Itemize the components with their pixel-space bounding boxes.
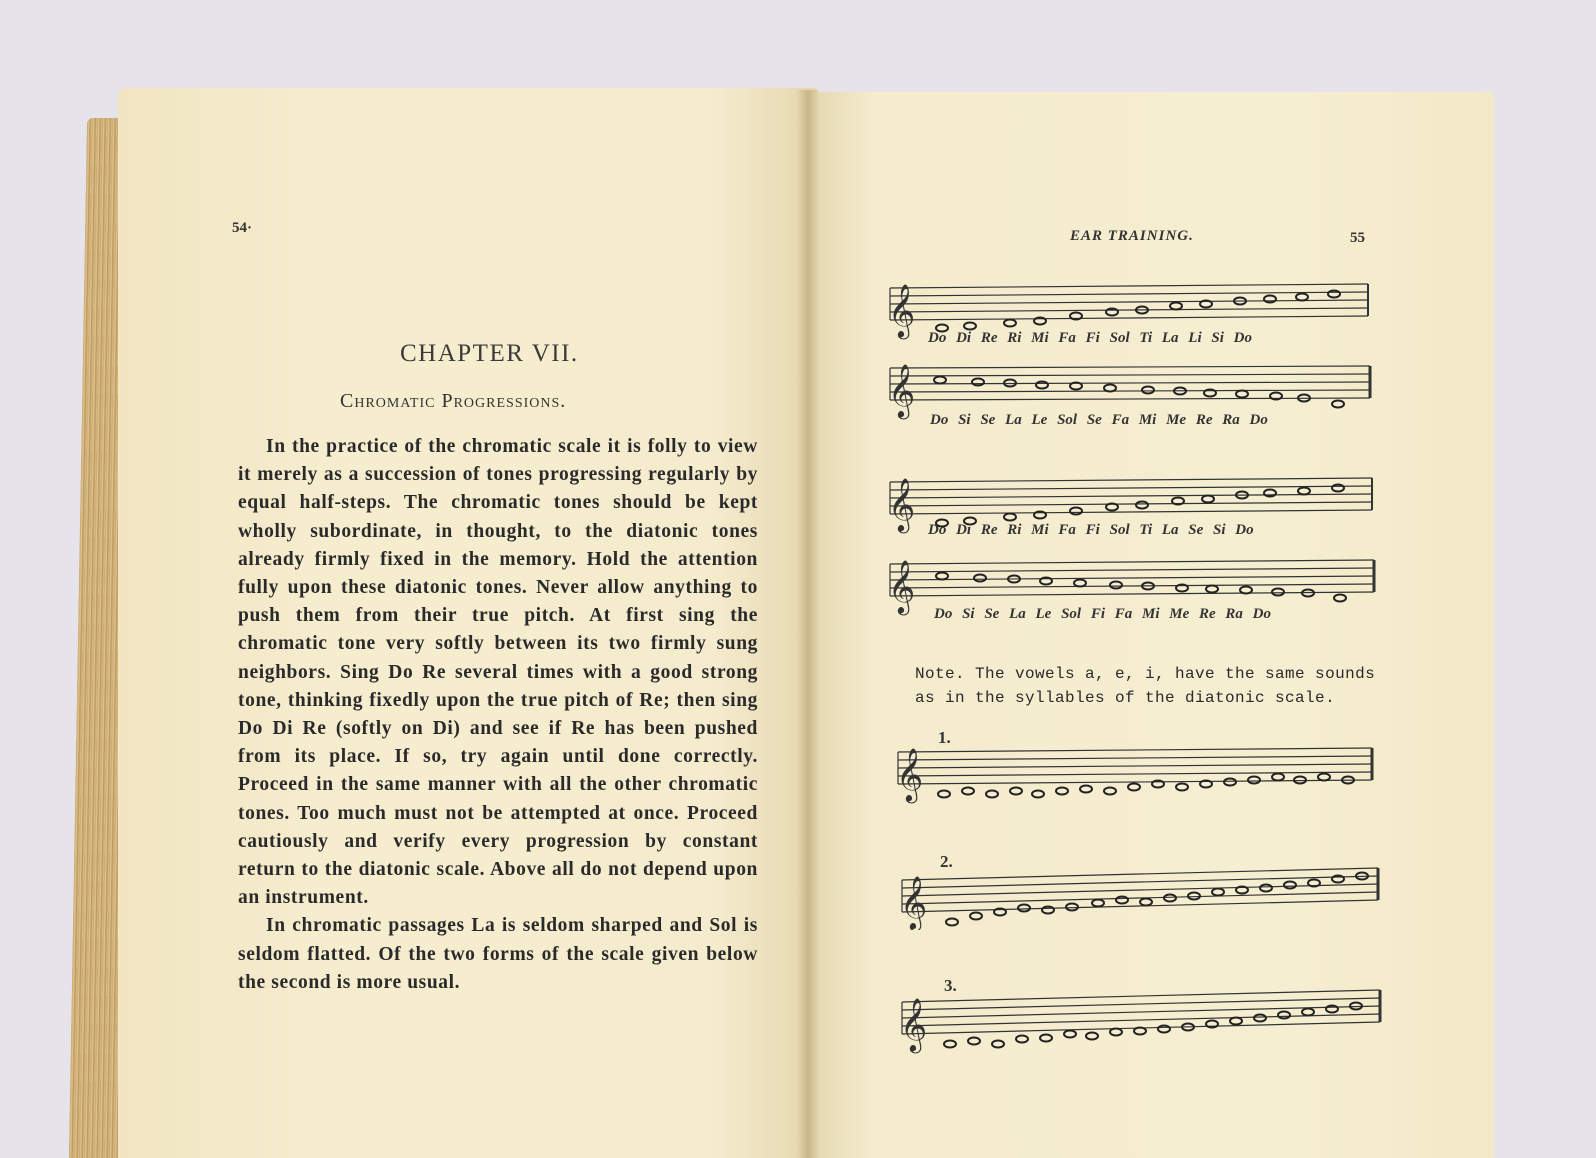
body-text [238, 433, 758, 997]
scale2-descending-syllables: Do Si Se La Le Sol Fi Fa Mi Me Re Ra Do [934, 606, 1272, 622]
exercise-3-label: 3. [944, 976, 957, 995]
exercise-3-staff [892, 982, 1390, 1054]
running-head: EAR TRAINING. [1070, 228, 1194, 244]
svg-text:𝄞: 𝄞 [900, 875, 928, 929]
exercise-1-label: 1. [938, 728, 951, 747]
chapter-heading: CHAPTER VII. [400, 340, 579, 367]
exercise-1-staff [888, 736, 1384, 806]
left-page-number: 54· [232, 220, 253, 236]
paragraph-1: In the practice of the chromatic scale it is folly to view it merely as a succession of tones progressing regularly by equal half-steps. The chromatic tones should be kept wholly subordinate, in thought, to the diatonic tones already firmly fixed in the memory. Hold the attention fully upon these diatonic tones. Never allow anything to push them from their true pitch. At first sing the chromatic tone very softly between its two firmly sung neighbors. Sing Do Re several times with a good strong tone, thinking fixedly upon the true pitch of Re; then sing Do Di Re (softly on Di) and see if Re has been pushed from its place. If so, try again until done correctly. Proceed in the same manner with all the other chromatic tones. Too much must not be attempted at once. Proceed cautiously and verify every progression by constant return to the diatonic scale. Above all do not depend upon an instrument. [238, 436, 758, 909]
book-gutter [796, 90, 820, 1158]
vowel-note: Note. The vowels a, e, i, have the same sounds as in the syllables of the diatonic scale. [915, 665, 1376, 707]
scale1-ascending-syllables: Do Di Re Ri Mi Fa Fi Sol Ti La Li Si Do [928, 330, 1252, 346]
svg-text:𝄞: 𝄞 [896, 747, 924, 801]
svg-text:𝄞: 𝄞 [888, 477, 916, 531]
svg-text:𝄞: 𝄞 [900, 997, 928, 1051]
svg-text:𝄞: 𝄞 [888, 363, 916, 417]
exercise-2-label: 2. [940, 852, 953, 871]
paragraph-2: In chromatic passages La is seldom sharped and Sol is seldom flatted. Of the two forms of the scale given below the second is more usual. [238, 915, 758, 993]
scale2-ascending-syllables: Do Di Re Ri Mi Fa Fi Sol Ti La Se Si Do [928, 522, 1254, 538]
scale1-descending-syllables: Do Si Se La Le Sol Se Fa Mi Me Re Ra Do [930, 412, 1268, 428]
svg-text:𝄞: 𝄞 [888, 559, 916, 613]
right-page-number: 55 [1350, 230, 1365, 246]
exercise-2-staff [892, 858, 1388, 930]
svg-text:𝄞: 𝄞 [888, 283, 916, 337]
chapter-title: Chromatic Progressions. [340, 390, 567, 412]
